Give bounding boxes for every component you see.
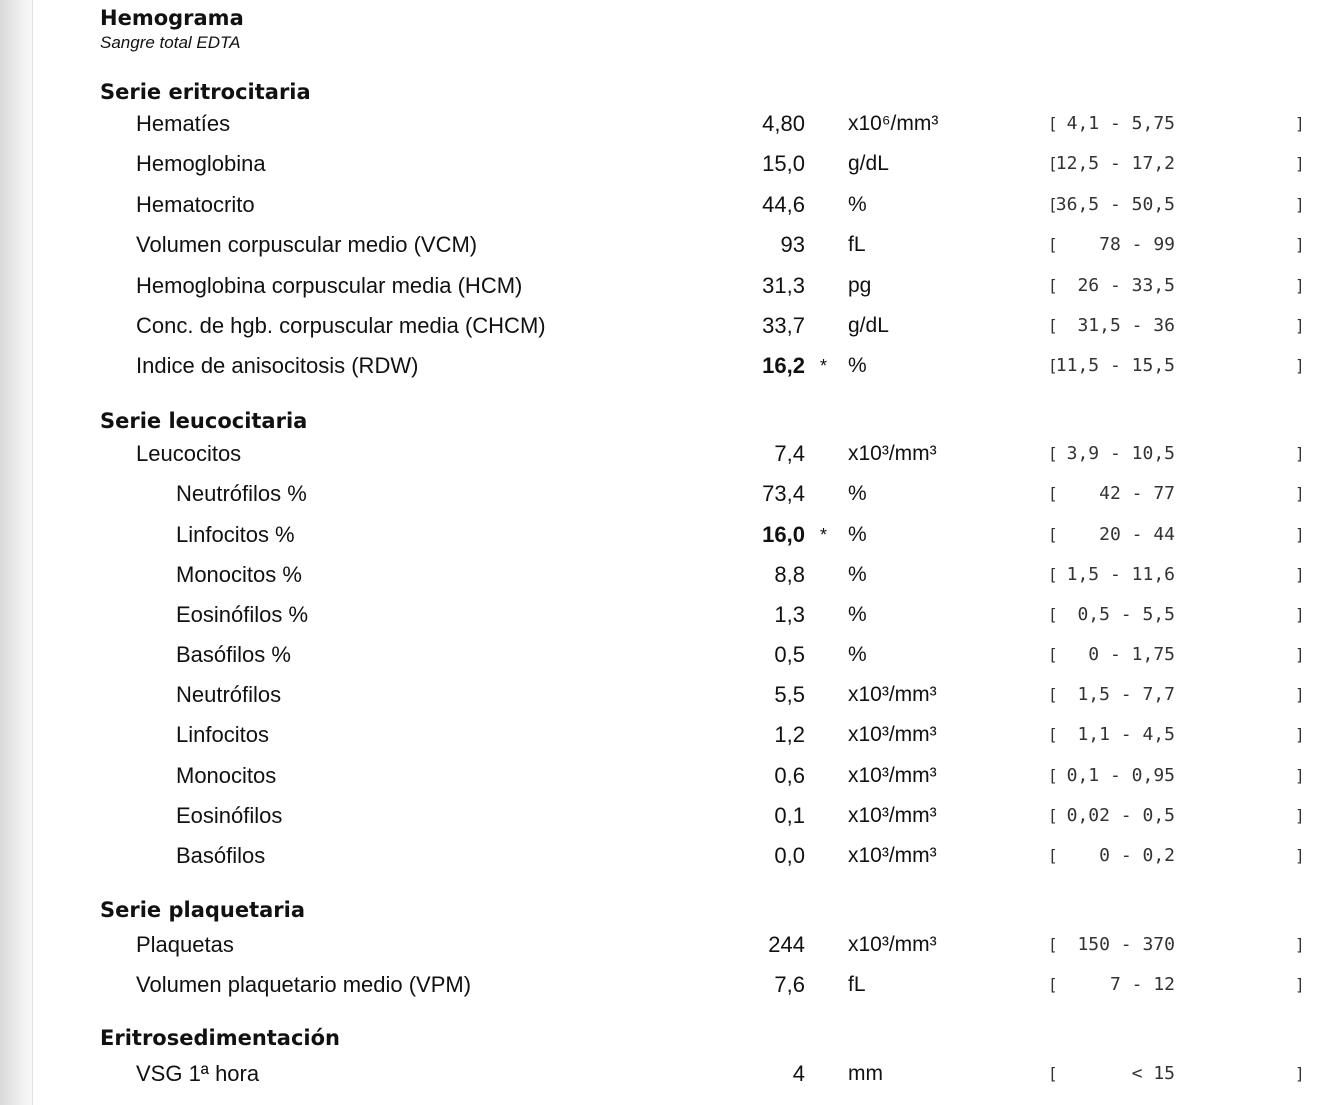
reference-range: 1,5 - 11,6 xyxy=(1066,564,1175,585)
test-name: Hematíes xyxy=(136,111,231,136)
range-open-bracket: [ xyxy=(1048,975,1058,994)
test-value: 7,6 xyxy=(774,972,805,997)
result-row xyxy=(0,271,1320,301)
result-row xyxy=(0,109,1320,139)
test-unit: % xyxy=(848,482,867,505)
test-name: Eosinófilos % xyxy=(176,602,309,627)
test-unit: g/dL xyxy=(848,152,889,175)
test-unit: % xyxy=(848,354,867,377)
test-name: Plaquetas xyxy=(136,932,234,957)
test-unit: x10⁶/mm³ xyxy=(848,112,939,135)
reference-range: 0,5 - 5,5 xyxy=(1077,604,1175,625)
test-unit: x10³/mm³ xyxy=(848,764,937,787)
range-close-bracket: ] xyxy=(1295,276,1305,295)
result-row xyxy=(0,930,1320,960)
range-close-bracket: ] xyxy=(1295,114,1305,133)
test-value: 15,0 xyxy=(762,151,805,176)
range-close-bracket: ] xyxy=(1295,766,1305,785)
range-open-bracket: [ xyxy=(1048,195,1058,214)
result-row xyxy=(0,560,1320,590)
test-name: Neutrófilos xyxy=(176,682,282,707)
result-row xyxy=(0,801,1320,831)
test-name: Neutrófilos % xyxy=(176,481,307,506)
test-value: 244 xyxy=(768,932,805,957)
section-title: Serie leucocitaria xyxy=(100,409,308,433)
test-value: 93 xyxy=(780,232,805,257)
range-close-bracket: ] xyxy=(1295,806,1305,825)
range-close-bracket: ] xyxy=(1295,484,1305,503)
range-close-bracket: ] xyxy=(1295,316,1305,335)
reference-range: 0,02 - 0,5 xyxy=(1066,805,1175,826)
reference-range: 0 - 1,75 xyxy=(1088,644,1175,665)
result-row xyxy=(0,680,1320,710)
range-close-bracket: ] xyxy=(1295,235,1305,254)
test-value: 1,2 xyxy=(774,722,805,747)
range-open-bracket: [ xyxy=(1048,356,1058,375)
test-unit: % xyxy=(848,193,867,216)
test-name: VSG 1ª hora xyxy=(136,1061,260,1086)
test-name: Hematocrito xyxy=(136,192,255,217)
reference-range: 1,5 - 7,7 xyxy=(1077,684,1175,705)
reference-range: 1,1 - 4,5 xyxy=(1077,724,1175,745)
section-title: Serie plaquetaria xyxy=(100,898,306,922)
test-name: Basófilos % xyxy=(176,642,291,667)
test-unit: g/dL xyxy=(848,314,889,337)
test-unit: fL xyxy=(848,973,866,996)
range-open-bracket: [ xyxy=(1048,605,1058,624)
result-row xyxy=(0,479,1320,509)
result-row xyxy=(0,190,1320,220)
range-open-bracket: [ xyxy=(1048,846,1058,865)
test-value: 4,80 xyxy=(762,111,805,136)
range-open-bracket: [ xyxy=(1048,154,1058,173)
test-unit: fL xyxy=(848,233,866,256)
reference-range: 20 - 44 xyxy=(1099,524,1175,545)
test-unit: x10³/mm³ xyxy=(848,804,937,827)
range-open-bracket: [ xyxy=(1048,685,1058,704)
range-close-bracket: ] xyxy=(1295,846,1305,865)
range-open-bracket: [ xyxy=(1048,806,1058,825)
result-row xyxy=(0,720,1320,750)
test-value: 33,7 xyxy=(762,313,805,338)
test-value: 16,2 xyxy=(762,353,805,378)
test-unit: x10³/mm³ xyxy=(848,933,937,956)
abnormal-flag: * xyxy=(820,525,828,545)
test-unit: x10³/mm³ xyxy=(848,723,937,746)
abnormal-flag: * xyxy=(820,356,828,376)
test-unit: % xyxy=(848,643,867,666)
result-row xyxy=(0,600,1320,630)
test-value: 0,0 xyxy=(774,843,805,868)
test-name: Linfocitos xyxy=(176,722,269,747)
test-name: Basófilos xyxy=(176,843,266,868)
range-open-bracket: [ xyxy=(1048,235,1058,254)
test-value: 0,6 xyxy=(774,763,805,788)
test-value: 4 xyxy=(792,1061,805,1086)
range-close-bracket: ] xyxy=(1295,195,1305,214)
range-close-bracket: ] xyxy=(1295,565,1305,584)
reference-range: 78 - 99 xyxy=(1099,234,1175,255)
test-name: Leucocitos xyxy=(136,441,242,466)
reference-range: 0 - 0,2 xyxy=(1099,845,1175,866)
test-value: 7,4 xyxy=(774,441,805,466)
reference-range: 36,5 - 50,5 xyxy=(1055,194,1175,215)
reference-range: 42 - 77 xyxy=(1099,483,1175,504)
test-name: Monocitos % xyxy=(176,562,302,587)
result-row xyxy=(0,351,1320,381)
test-unit: x10³/mm³ xyxy=(848,844,937,867)
test-name: Linfocitos % xyxy=(176,522,295,547)
result-row xyxy=(0,970,1320,1000)
range-open-bracket: [ xyxy=(1048,444,1058,463)
range-open-bracket: [ xyxy=(1048,316,1058,335)
range-open-bracket: [ xyxy=(1048,935,1058,954)
test-value: 16,0 xyxy=(762,522,805,547)
range-open-bracket: [ xyxy=(1048,525,1058,544)
range-open-bracket: [ xyxy=(1048,484,1058,503)
test-value: 1,3 xyxy=(774,602,805,627)
test-name: Conc. de hgb. corpuscular media (CHCM) xyxy=(136,313,546,338)
result-row xyxy=(0,1059,1320,1089)
test-name: Hemoglobina xyxy=(136,151,266,176)
reference-range: 12,5 - 17,2 xyxy=(1055,153,1175,174)
result-row xyxy=(0,761,1320,791)
range-close-bracket: ] xyxy=(1295,725,1305,744)
test-name: Hemoglobina corpuscular media (HCM) xyxy=(136,273,523,298)
range-close-bracket: ] xyxy=(1295,154,1305,173)
reference-range: < 15 xyxy=(1131,1063,1175,1084)
test-value: 5,5 xyxy=(774,682,805,707)
range-close-bracket: ] xyxy=(1295,1064,1305,1083)
result-row xyxy=(0,230,1320,260)
section-title: Eritrosedimentación xyxy=(100,1026,341,1050)
result-row xyxy=(0,149,1320,179)
test-unit: mm xyxy=(848,1062,883,1085)
range-close-bracket: ] xyxy=(1295,525,1305,544)
range-open-bracket: [ xyxy=(1048,114,1058,133)
range-open-bracket: [ xyxy=(1048,276,1058,295)
range-close-bracket: ] xyxy=(1295,645,1305,664)
range-close-bracket: ] xyxy=(1295,444,1305,463)
test-name: Eosinófilos xyxy=(176,803,283,828)
range-close-bracket: ] xyxy=(1295,356,1305,375)
test-unit: x10³/mm³ xyxy=(848,442,937,465)
test-value: 44,6 xyxy=(762,192,805,217)
range-close-bracket: ] xyxy=(1295,975,1305,994)
test-unit: % xyxy=(848,523,867,546)
result-row xyxy=(0,520,1320,550)
test-unit: % xyxy=(848,603,867,626)
result-row xyxy=(0,439,1320,469)
test-name: Volumen plaquetario medio (VPM) xyxy=(136,972,472,997)
range-open-bracket: [ xyxy=(1048,725,1058,744)
reference-range: 150 - 370 xyxy=(1077,934,1175,955)
test-value: 73,4 xyxy=(762,481,805,506)
reference-range: 4,1 - 5,75 xyxy=(1066,113,1175,134)
reference-range: 7 - 12 xyxy=(1109,974,1175,995)
test-unit: % xyxy=(848,563,867,586)
reference-range: 11,5 - 15,5 xyxy=(1055,355,1175,376)
result-row xyxy=(0,640,1320,670)
range-open-bracket: [ xyxy=(1048,565,1058,584)
test-name: Indice de anisocitosis (RDW) xyxy=(136,353,419,378)
range-close-bracket: ] xyxy=(1295,935,1305,954)
report-title: Hemograma xyxy=(100,6,244,30)
report-subtitle: Sangre total EDTA xyxy=(100,33,241,52)
test-value: 0,5 xyxy=(774,642,805,667)
range-close-bracket: ] xyxy=(1295,685,1305,704)
result-row xyxy=(0,841,1320,871)
test-name: Monocitos xyxy=(176,763,277,788)
result-row xyxy=(0,311,1320,341)
reference-range: 3,9 - 10,5 xyxy=(1066,443,1175,464)
test-name: Volumen corpuscular medio (VCM) xyxy=(136,232,478,257)
reference-range: 26 - 33,5 xyxy=(1077,275,1175,296)
range-open-bracket: [ xyxy=(1048,645,1058,664)
reference-range: 31,5 - 36 xyxy=(1077,315,1175,336)
section-title: Serie eritrocitaria xyxy=(100,80,311,104)
test-unit: x10³/mm³ xyxy=(848,683,937,706)
test-value: 8,8 xyxy=(774,562,805,587)
test-value: 31,3 xyxy=(762,273,805,298)
range-open-bracket: [ xyxy=(1048,766,1058,785)
reference-range: 0,1 - 0,95 xyxy=(1066,765,1175,786)
range-close-bracket: ] xyxy=(1295,605,1305,624)
range-open-bracket: [ xyxy=(1048,1064,1058,1083)
test-unit: pg xyxy=(848,274,872,297)
test-value: 0,1 xyxy=(774,803,805,828)
